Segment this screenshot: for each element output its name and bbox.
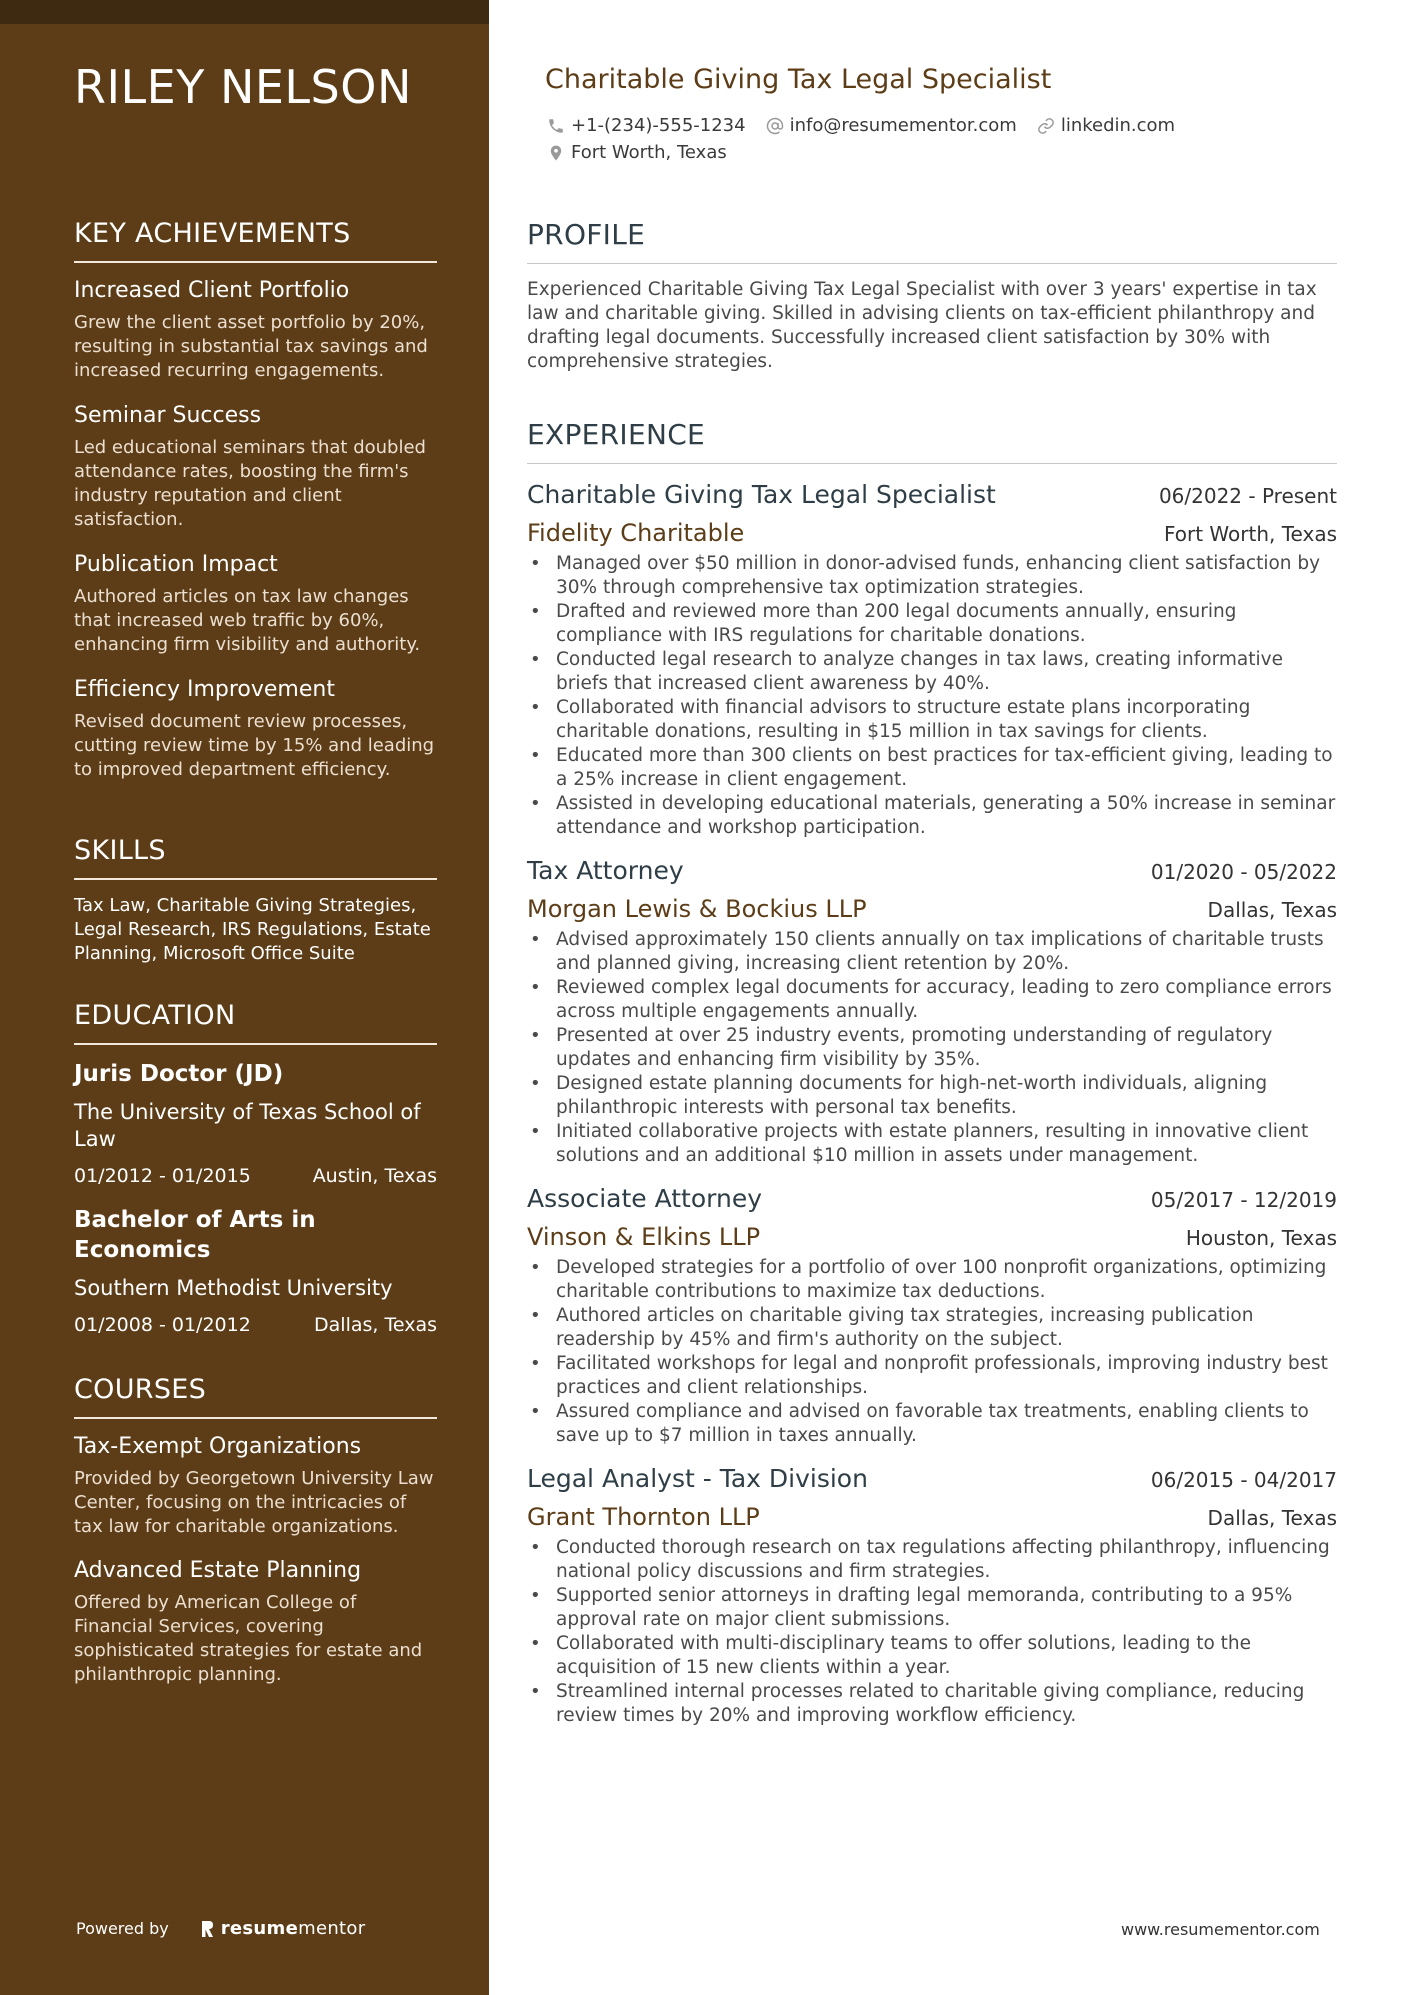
- linkedin-text: linkedin.com: [1060, 115, 1176, 136]
- experience-item: [527, 1462, 1337, 1728]
- job-bullet: • Authored articles on charitable giving tax strategies, increasing publication readership by 45% and firm's authority on the subject.: [527, 1304, 1337, 1352]
- job-bullet: • Supported senior attorneys in drafting legal memoranda, contributing to a 95% approval rate on major client submissions.: [527, 1584, 1337, 1632]
- course-desc: Provided by Georgetown University Law Center, focusing on the intricacies of tax law for charitable organizations.: [74, 1468, 434, 1537]
- achievement-desc: Led educational seminars that doubled attendance rates, boosting the firm's industry reputation and client satisfaction.: [74, 437, 426, 530]
- courses-heading: COURSES: [74, 1374, 437, 1419]
- location-text: Fort Worth, Texas: [571, 142, 727, 163]
- course-desc: Offered by American College of Financial Services, covering sophisticated strategies for estate and philanthropic planning.: [74, 1592, 423, 1685]
- sidebar-top-band: [0, 0, 489, 24]
- profile-summary: Experienced Charitable Giving Tax Legal Specialist with over 3 years' expertise in tax law and charitable giving. Skilled in advising clients on tax-efficient philanthropy and drafting legal documents. Successfully increased client satisfaction by 30% with comprehensive strategies.: [527, 279, 1317, 372]
- sidebar-content: [74, 218, 437, 1705]
- experience-item: [527, 854, 1337, 1168]
- contact-phone[interactable]: [547, 115, 746, 136]
- contact-location: [547, 142, 727, 163]
- education-location: Austin, Texas: [312, 1165, 437, 1187]
- powered-by-label: Powered by: [76, 1919, 169, 1938]
- job-bullet: • Reviewed complex legal documents for accuracy, leading to zero compliance errors across multiple engagements annually.: [527, 976, 1337, 1024]
- job-bullets: [527, 1536, 1337, 1728]
- job-role: Charitable Giving Tax Legal Specialist: [527, 480, 996, 509]
- resumementor-logo-icon: [199, 1919, 215, 1939]
- job-role: Associate Attorney: [527, 1184, 763, 1213]
- main-content: [527, 218, 1337, 1742]
- achievement-item: [74, 676, 437, 782]
- candidate-name: RILEY NELSON: [74, 60, 412, 114]
- experience-item: [527, 478, 1337, 840]
- job-role: Legal Analyst - Tax Division: [527, 1464, 868, 1493]
- skills-heading: SKILLS: [74, 835, 437, 880]
- achievement-desc: Grew the client asset portfolio by 20%, resulting in substantial tax savings and increased recurring engagements.: [74, 312, 428, 381]
- education-item: [74, 1059, 437, 1187]
- powered-by: [76, 1918, 365, 1939]
- link-icon: [1037, 117, 1055, 135]
- achievement-title: Seminar Success: [74, 403, 262, 428]
- job-bullet: • Designed estate planning documents for high-net-worth individuals, aligning philanthropic interests with personal tax benefits.: [527, 1072, 1337, 1120]
- achievement-title: Increased Client Portfolio: [74, 278, 350, 303]
- job-bullet: • Managed over $50 million in donor-advised funds, enhancing client satisfaction by 30% through comprehensive tax optimization strategies.: [527, 552, 1337, 600]
- phone-icon: [547, 117, 565, 135]
- job-bullets: [527, 1256, 1337, 1448]
- location-pin-icon: [547, 144, 565, 162]
- job-bullet: • Collaborated with multi-disciplinary teams to offer solutions, leading to the acquisition of 15 new clients within a year.: [527, 1632, 1337, 1680]
- job-company: Fidelity Charitable: [527, 519, 745, 547]
- job-bullet: • Educated more than 300 clients on best practices for tax-efficient giving, leading to a 25% increase in client engagement.: [527, 744, 1337, 792]
- job-location: Fort Worth, Texas: [1163, 522, 1337, 546]
- job-bullet: • Facilitated workshops for legal and nonprofit professionals, improving industry best practices and client relationships.: [527, 1352, 1337, 1400]
- achievement-desc: Revised document review processes, cutting review time by 15% and leading to improved department efficiency.: [74, 711, 435, 780]
- job-bullet: • Drafted and reviewed more than 200 legal documents annually, ensuring compliance with IRS regulations for charitable donations.: [527, 600, 1337, 648]
- job-company: Vinson & Elkins LLP: [527, 1223, 761, 1251]
- job-company: Grant Thornton LLP: [527, 1503, 760, 1531]
- education-location: Dallas, Texas: [314, 1314, 437, 1336]
- experience-item: [527, 1182, 1337, 1448]
- achievement-item: [74, 402, 437, 532]
- job-location: Dallas, Texas: [1207, 1506, 1337, 1530]
- job-bullet: • Presented at over 25 industry events, promoting understanding of regulatory updates and enhancing firm visibility by 35%.: [527, 1024, 1337, 1072]
- achievement-title: Efficiency Improvement: [74, 677, 335, 702]
- achievements-heading: KEY ACHIEVEMENTS: [74, 218, 437, 263]
- job-location: Houston, Texas: [1185, 1226, 1337, 1250]
- footer-website-link[interactable]: www.resumementor.com: [1121, 1920, 1320, 1939]
- job-dates: 06/2015 - 04/2017: [1150, 1468, 1337, 1492]
- job-bullet: • Assured compliance and advised on favorable tax treatments, enabling clients to save up to $7 million in taxes annually.: [527, 1400, 1337, 1448]
- education-school: The University of Texas School of Law: [74, 1100, 421, 1151]
- achievement-title: Publication Impact: [74, 552, 278, 577]
- job-bullet: • Assisted in developing educational materials, generating a 50% increase in seminar attendance and workshop participation.: [527, 792, 1337, 840]
- job-dates: 01/2020 - 05/2022: [1150, 860, 1337, 884]
- profile-heading: PROFILE: [527, 218, 1337, 264]
- education-dates: 01/2008 - 01/2012: [74, 1314, 251, 1336]
- brand-text-light: mentor: [298, 1918, 366, 1939]
- education-heading: EDUCATION: [74, 1000, 437, 1045]
- job-bullet: • Initiated collaborative projects with estate planners, resulting in innovative client solutions and an additional $10 million in assets under management.: [527, 1120, 1337, 1168]
- contact-email[interactable]: [766, 115, 1017, 136]
- job-bullet: • Conducted thorough research on tax regulations affecting philanthropy, influencing national policy discussions and firm strategies.: [527, 1536, 1337, 1584]
- course-title: Tax-Exempt Organizations: [74, 1434, 362, 1459]
- job-bullets: [527, 552, 1337, 840]
- skills-list: Tax Law, Charitable Giving Strategies, Legal Research, IRS Regulations, Estate Planning, Microsoft Office Suite: [74, 895, 431, 964]
- sidebar: [0, 0, 489, 1995]
- target-job-title: Charitable Giving Tax Legal Specialist: [545, 64, 1052, 95]
- job-bullet: • Developed strategies for a portfolio of over 100 nonprofit organizations, optimizing charitable contributions to maximize tax deductions.: [527, 1256, 1337, 1304]
- resumementor-logo[interactable]: [199, 1918, 366, 1939]
- job-company: Morgan Lewis & Bockius LLP: [527, 895, 867, 923]
- course-title: Advanced Estate Planning: [74, 1558, 362, 1583]
- brand-text-bold: resume: [220, 1918, 299, 1939]
- job-dates: 05/2017 - 12/2019: [1150, 1188, 1337, 1212]
- education-dates: 01/2012 - 01/2015: [74, 1165, 251, 1187]
- job-location: Dallas, Texas: [1207, 898, 1337, 922]
- education-degree: Bachelor of Arts in Economics: [74, 1207, 316, 1263]
- achievement-item: [74, 551, 437, 657]
- education-item: [74, 1205, 437, 1336]
- experience-heading: EXPERIENCE: [527, 418, 1337, 464]
- job-bullets: [527, 928, 1337, 1168]
- job-bullet: • Conducted legal research to analyze changes in tax laws, creating informative briefs that increased client awareness by 40%.: [527, 648, 1337, 696]
- job-dates: 06/2022 - Present: [1158, 484, 1337, 508]
- job-bullet: • Streamlined internal processes related to charitable giving compliance, reducing review times by 20% and improving workflow efficiency.: [527, 1680, 1337, 1728]
- achievement-desc: Authored articles on tax law changes that increased web traffic by 60%, enhancing firm visibility and authority.: [74, 586, 421, 655]
- contact-info: [547, 112, 1327, 166]
- job-bullet: • Collaborated with financial advisors to structure estate plans incorporating charitable donations, resulting in $15 million in tax savings for clients.: [527, 696, 1337, 744]
- achievement-item: [74, 277, 437, 383]
- email-text: info@resumementor.com: [789, 115, 1017, 136]
- education-degree: Juris Doctor (JD): [74, 1061, 284, 1087]
- course-item: [74, 1433, 437, 1539]
- phone-text: +1-(234)-555-1234: [571, 115, 746, 136]
- job-bullet: • Advised approximately 150 clients annually on tax implications of charitable trusts and planned giving, increasing client retention by 20%.: [527, 928, 1337, 976]
- contact-linkedin[interactable]: [1037, 115, 1175, 136]
- course-item: [74, 1557, 437, 1687]
- job-role: Tax Attorney: [527, 856, 684, 885]
- education-school: Southern Methodist University: [74, 1276, 393, 1300]
- at-sign-icon: [766, 117, 784, 135]
